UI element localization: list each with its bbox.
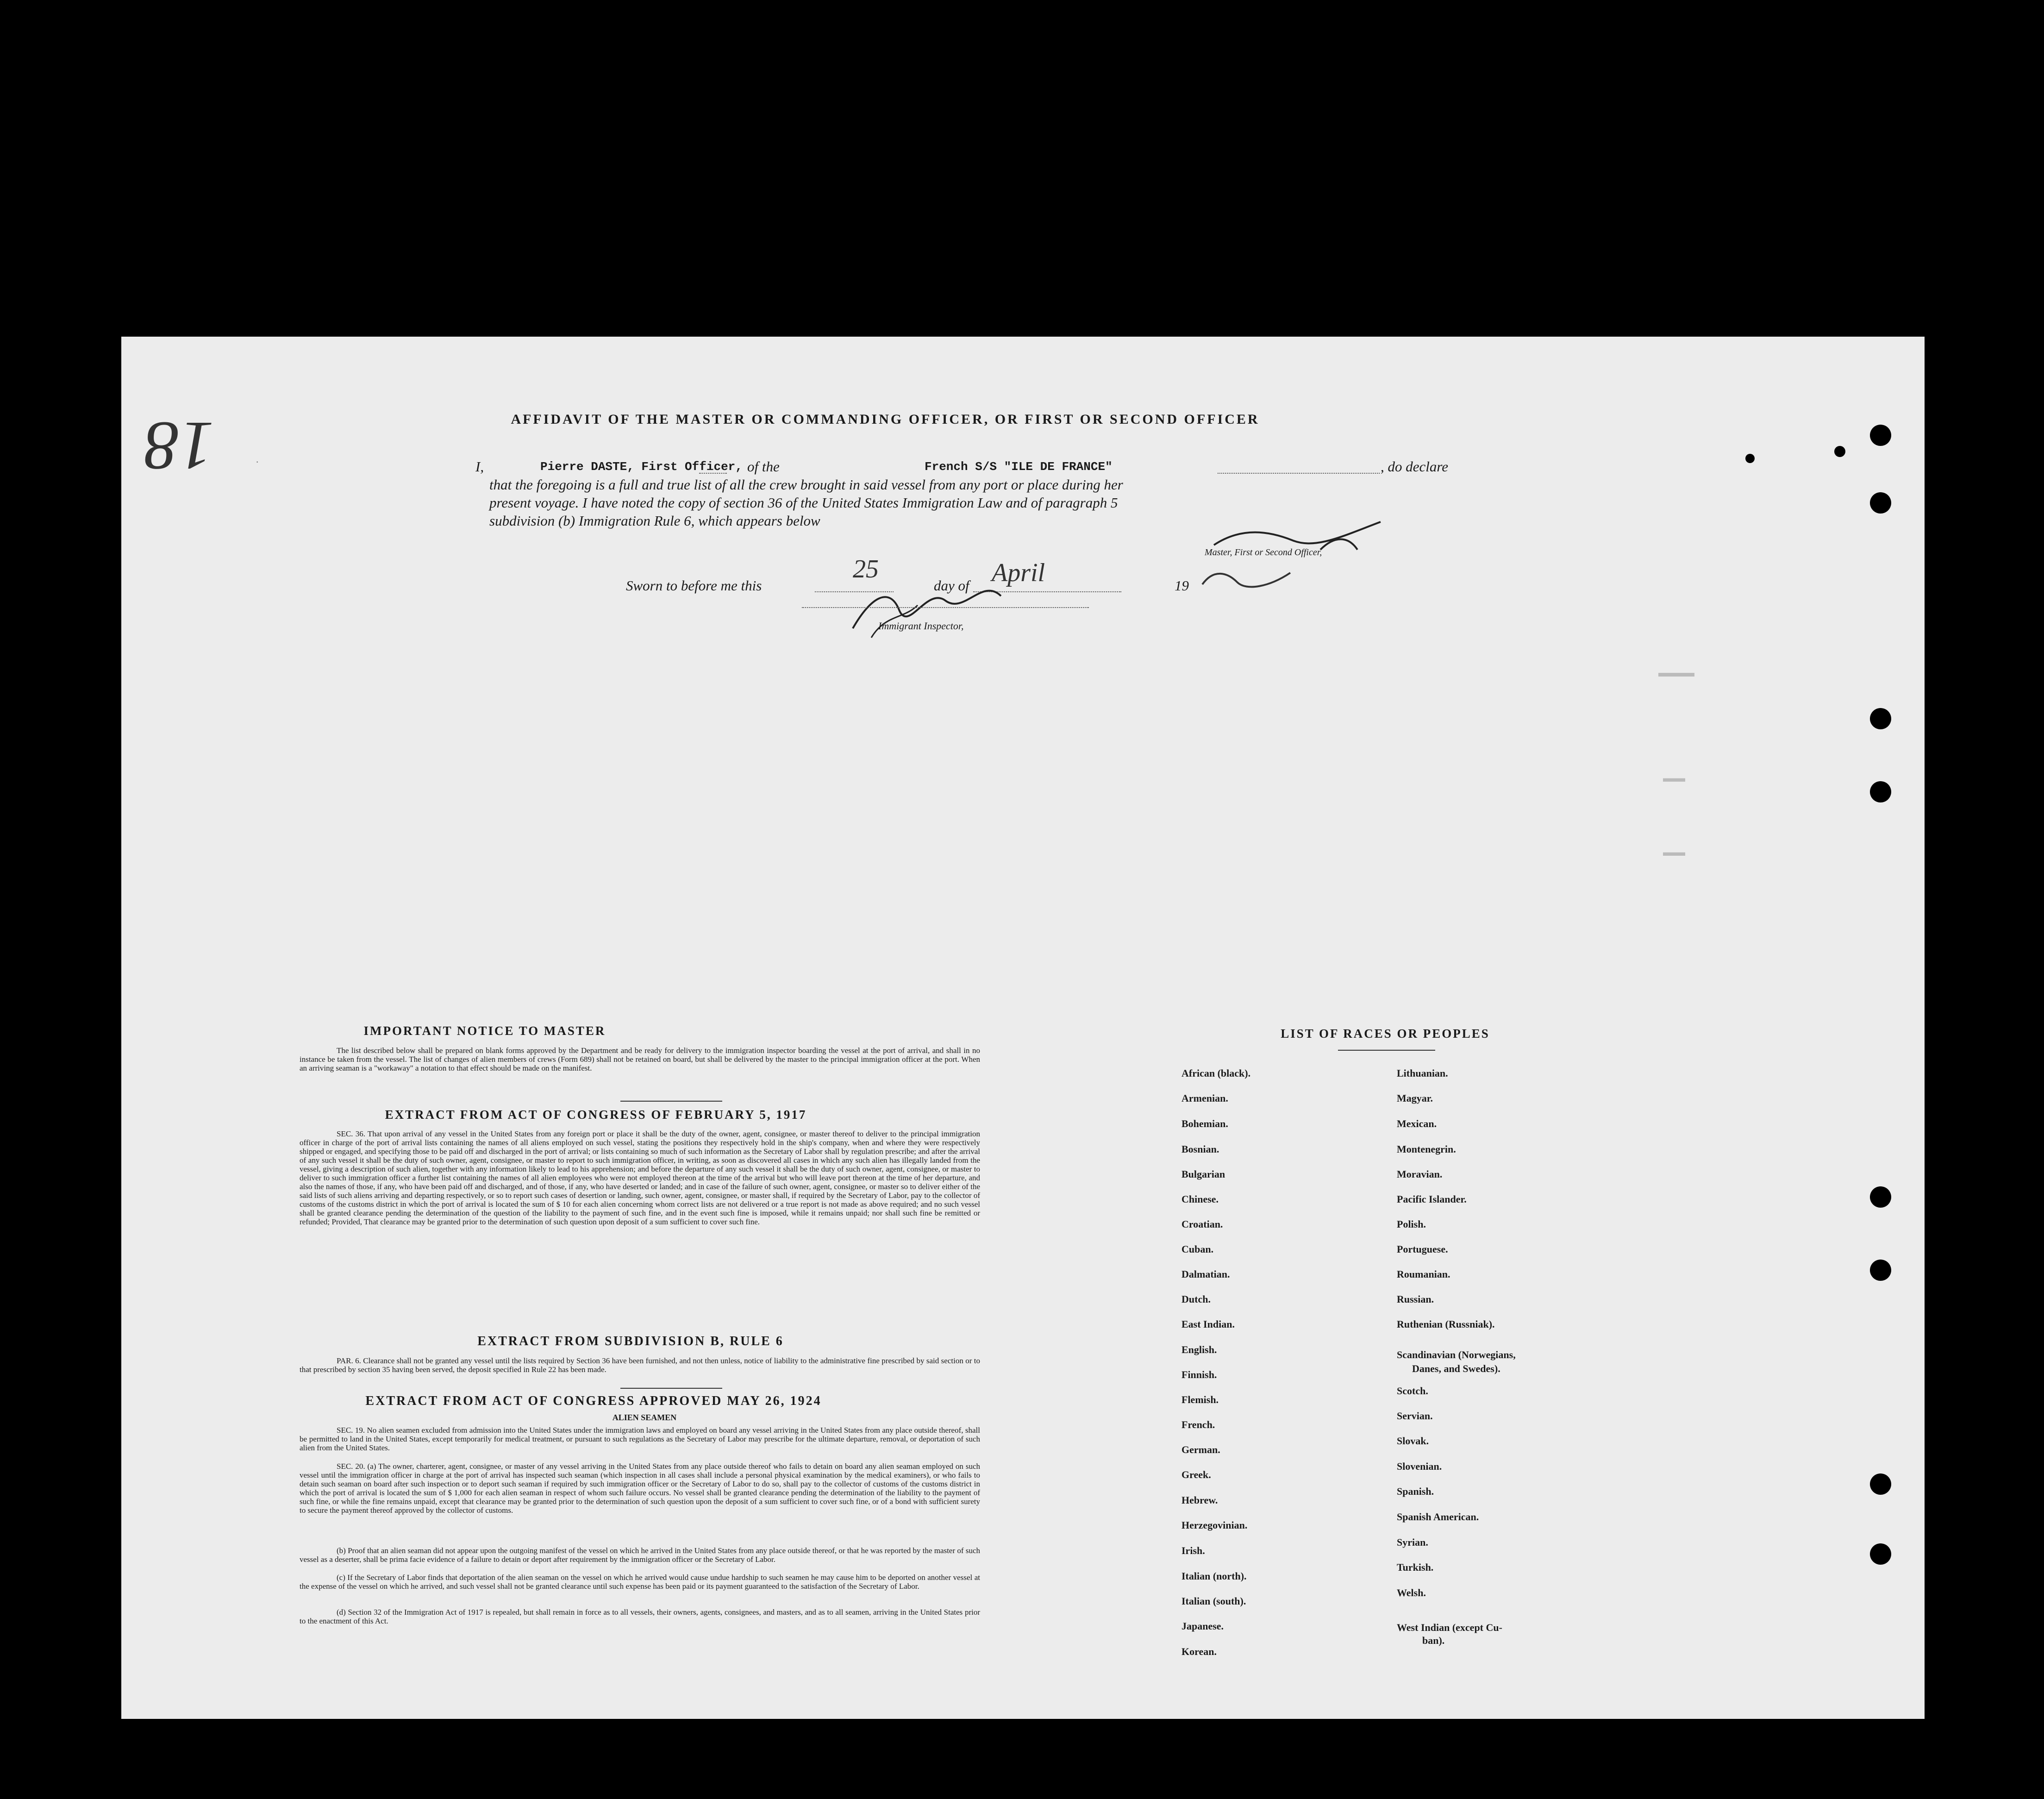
race-item: Mexican. xyxy=(1397,1118,1437,1129)
punch-hole xyxy=(1870,1473,1891,1495)
vessel-name: French S/S "ILE DE FRANCE" xyxy=(925,460,1113,474)
year-prefix: 19 xyxy=(1175,577,1189,594)
race-item: Magyar. xyxy=(1397,1092,1433,1104)
race-item: Bohemian. xyxy=(1181,1118,1228,1129)
race-item: Servian. xyxy=(1397,1410,1433,1422)
punch-hole xyxy=(1870,1543,1891,1565)
bleed-through-text: ▬▬ xyxy=(1663,772,1685,784)
extract-1917-title: EXTRACT FROM ACT OF CONGRESS OF FEBRUARY 5, 1917 xyxy=(385,1108,807,1122)
punch-hole xyxy=(1870,781,1891,802)
fill-line xyxy=(802,607,1089,608)
race-item: Scotch. xyxy=(1397,1385,1428,1397)
race-item-continuation: ban). xyxy=(1422,1635,1445,1646)
race-item: Dalmatian. xyxy=(1181,1268,1230,1280)
small-dot xyxy=(1745,454,1755,463)
race-item: Turkish. xyxy=(1397,1561,1434,1573)
race-item: Welsh. xyxy=(1397,1587,1426,1598)
rule6-title: EXTRACT FROM SUBDIVISION B, RULE 6 xyxy=(477,1334,784,1348)
race-item: Roumanian. xyxy=(1397,1268,1450,1280)
race-item: Scandinavian (Norwegians, xyxy=(1397,1349,1516,1360)
sec20c-text: (c) If the Secretary of Labor finds that deportation of the alien seaman on the vessel on which he arrived would cause undue hardship to such seamen he may cause him to be deported on another vessel at the expense of the vessel on which he arrived, and such vessel shall not be granted clearance until such expense has been paid or its payment guaranteed to the satisfaction of the Secretary of Labor. xyxy=(300,1573,980,1591)
race-item: Cuban. xyxy=(1181,1243,1214,1255)
race-item: Montenegrin. xyxy=(1397,1143,1456,1155)
rule6-text: PAR. 6. Clearance shall not be granted any vessel until the lists required by Section 36 have been furnished, and not then unless, notice of liability to the administrative fine prescribed by said section or to that prescribed by section 35 having been served, the deposit specified in Rule 22 has been made. xyxy=(300,1356,980,1374)
officer-name: Pierre DASTE, First Officer, xyxy=(540,460,743,474)
bleed-through-text: ▬▬▬ xyxy=(1658,665,1694,679)
affidavit-line-2: that the foregoing is a full and true list of all the crew brought in said vessel from any port or place during her xyxy=(489,476,1123,493)
punch-hole xyxy=(1870,1186,1891,1208)
race-item: East Indian. xyxy=(1181,1318,1235,1330)
notice-text: The list described below shall be prepared on blank forms approved by the Department and be ready for delivery to the immigration inspector boarding the vessel at the port of arrival, and shall in no instance be taken from the vessel. The list of changes of alien members of crews (Form 689) shall not be retained on board, but shall be delivered by the master to the principal immigration officer at the port. When an arriving seaman is a "workaway" a notation to that effect should be made on the manifest. xyxy=(300,1046,980,1072)
handwritten-month: April xyxy=(992,558,1045,587)
race-item: Lithuanian. xyxy=(1397,1067,1448,1079)
signature-caption: Master, First or Second Officer, xyxy=(1205,547,1322,558)
race-item: Italian (north). xyxy=(1181,1570,1247,1582)
handwritten-day: 25 xyxy=(853,555,879,583)
race-item: African (black). xyxy=(1181,1067,1251,1079)
race-item: Slovenian. xyxy=(1397,1461,1442,1472)
race-item: Japanese. xyxy=(1181,1620,1224,1632)
race-item: Pacific Islander. xyxy=(1397,1193,1467,1205)
punch-hole xyxy=(1870,492,1891,514)
sec20-text: SEC. 20. (a) The owner, charterer, agent, consignee, or master of any vessel arriving in the United States from any place outside thereof who fails to detain on board any alien seaman employed on such vessel until the immigration officer in charge at the port of arrival has inspected such seaman (which inspection in all cases shall include a personal physical examination by the medical examiners), or who fails to detain such seaman on board after such inspection or to deport such seaman if required by such immigration officer or the Secretary of Labor to do so, shall pay to the collector of customs of the customs district in which the port of arrival is located the sum of $ 1,000 for each alien seaman in respect of whom such failure occurs. No vessel shall be granted clearance pending the determination of the liability to the payment of such fine, or while the fine remains unpaid, except that clearance may be granted prior to the determination of such question upon the deposit of a sum sufficient to cover such fine, or of a bond with sufficient surety to secure the payment thereof approved by the collector of customs. xyxy=(300,1462,980,1515)
bleed-through-text: ▬▬ xyxy=(1663,846,1685,859)
race-item: Portuguese. xyxy=(1397,1243,1448,1255)
affidavit-line-3: present voyage. I have noted the copy of section 36 of the United States Immigration Law and of paragraph 5 xyxy=(489,495,1118,511)
race-item: French. xyxy=(1181,1419,1215,1430)
small-dot xyxy=(1834,446,1845,457)
extract-1917-text: SEC. 36. That upon arrival of any vessel in the United States from any foreign port or place it shall be the duty of the owner, agent, consignee, or master thereof to deliver to the principal immigration officer in charge of the port of arrival lists containing the names of all aliens employed on such vessel, stating the positions they respectively hold in the ship's company, when and where they were respectively shipped or engaged, and specifying those to be paid off and discharged in the port of arrival; or lists containing so much of such information as the Secretary of Labor shall by regulation prescribe; and after the arrival of any such vessel it shall be the duty of such owner, agent, consignee, or master to report to such immigration officer, in writing, as soon as discovered all cases in which any such alien has illegally landed from the vessel, giving a description of such alien, together with any information likely to lead to his apprehension; and before the departure of any such vessel it shall be the duty of such owner, agent, consignee, or master to deliver to such immigration officer a further list containing the names of all alien employees who were not employed thereon at the time of the arrival but who will leave port thereon at the time of her departure, and also the names of those, if any, who have been paid off and discharged, and of those, if any, who have deserted or landed; and in case of the failure of such owner, agent, consignee, or master so to deliver either of the said lists of such aliens arriving and departing respectively, or so to report such cases of desertion or landing, such owner, agent, consignee, or master shall, if required by the Secretary of Labor, pay to the collector of customs of the customs district in which the port of arrival is located the sum of $ 10 for each alien concerning whom correct lists are not delivered or a true report is not made as above required; and no such vessel shall be granted clearance pending the determination of the question of the liability to the payment of such fine, and in the event such fine is imposed, while it remains unpaid; nor shall such fine be remitted or refunded; Provided, That clearance may be granted prior to the determination of such question upon deposit of a sum sufficient to cover such fine. xyxy=(300,1129,980,1226)
punch-hole xyxy=(1870,708,1891,729)
race-item: Croatian. xyxy=(1181,1218,1223,1230)
race-item: Ruthenian (Russniak). xyxy=(1397,1318,1495,1330)
affidavit-i: I, xyxy=(475,458,484,475)
race-item: Spanish. xyxy=(1397,1486,1434,1497)
race-item: Hebrew. xyxy=(1181,1494,1218,1506)
divider xyxy=(620,1101,722,1102)
race-item: English. xyxy=(1181,1344,1217,1355)
race-item: Russian. xyxy=(1397,1293,1434,1305)
divider xyxy=(1338,1050,1435,1051)
race-item: Moravian. xyxy=(1397,1168,1443,1180)
race-item: Korean. xyxy=(1181,1646,1217,1657)
race-item: Armenian. xyxy=(1181,1092,1228,1104)
punch-hole xyxy=(1870,425,1891,446)
race-item-continuation: Danes, and Swedes). xyxy=(1412,1363,1500,1374)
race-item: Polish. xyxy=(1397,1218,1426,1230)
races-title: LIST OF RACES OR PEOPLES xyxy=(1281,1027,1490,1041)
affidavit-title: AFFIDAVIT OF THE MASTER OR COMMANDING OFFICER, OR FIRST OR SECOND OFFICER xyxy=(511,412,1260,427)
alien-seamen-subtitle: ALIEN SEAMEN xyxy=(612,1413,677,1422)
document-page xyxy=(121,337,1925,1719)
race-item: Bulgarian xyxy=(1181,1168,1225,1180)
affidavit-of-the: of the xyxy=(747,458,780,475)
sec19-text: SEC. 19. No alien seamen excluded from admission into the United States under the immigration laws and employed on board any vessel arriving in the United States from any place outside thereof, shall be permitted to land in the United States, except temporarily for medical treatment, or pursuant to such regulations as the Secretary of Labor may prescribe for the ultimate departure, removal, or deportation of such alien from the United States. xyxy=(300,1426,980,1452)
race-item: Finnish. xyxy=(1181,1369,1217,1380)
notice-title: IMPORTANT NOTICE TO MASTER xyxy=(363,1024,606,1038)
divider xyxy=(620,1388,722,1389)
fill-line xyxy=(1218,473,1380,474)
affidavit-declare: , do declare xyxy=(1381,458,1449,475)
day-of-label: day of xyxy=(934,577,969,594)
punch-hole xyxy=(1870,1260,1891,1281)
margin-mark: · xyxy=(256,456,259,468)
race-item: Flemish. xyxy=(1181,1394,1219,1405)
extract-1924-title: EXTRACT FROM ACT OF CONGRESS APPROVED MAY 26, 1924 xyxy=(365,1394,822,1408)
race-item: Spanish American. xyxy=(1397,1511,1479,1523)
handwritten-year xyxy=(1200,564,1293,591)
race-item: Dutch. xyxy=(1181,1293,1211,1305)
affidavit-line-4: subdivision (b) Immigration Rule 6, which appears below xyxy=(489,513,820,529)
race-item: Slovak. xyxy=(1397,1435,1429,1447)
race-item: Italian (south). xyxy=(1181,1595,1246,1607)
race-item: Irish. xyxy=(1181,1545,1205,1556)
race-item: German. xyxy=(1181,1444,1220,1455)
race-item: Chinese. xyxy=(1181,1193,1219,1205)
race-item: Greek. xyxy=(1181,1469,1211,1480)
margin-number: 18 xyxy=(144,407,214,484)
race-item: Bosnian. xyxy=(1181,1143,1219,1155)
inspector-caption: Immigrant Inspector, xyxy=(878,620,964,632)
race-item: Syrian. xyxy=(1397,1536,1428,1548)
race-item: West Indian (except Cu- xyxy=(1397,1622,1502,1633)
fill-line xyxy=(699,473,727,474)
race-item: Herzegovinian. xyxy=(1181,1519,1248,1531)
sec20d-text: (d) Section 32 of the Immigration Act of 1917 is repealed, but shall remain in force as to all vessels, their owners, agents, consignees, and masters, and as to all seamen, arriving in the United States prior to the enactment of this Act. xyxy=(300,1608,980,1625)
sec20b-text: (b) Proof that an alien seaman did not appear upon the outgoing manifest of the vessel on which he arrived in the United States from any place outside thereof, or that he was reported by the master of such vessel as a deserter, shall be prima facie evidence of a failure to detain or deport after requirement by the immigration officer or the Secretary of Labor. xyxy=(300,1546,980,1564)
sworn-text: Sworn to before me this xyxy=(626,577,762,594)
